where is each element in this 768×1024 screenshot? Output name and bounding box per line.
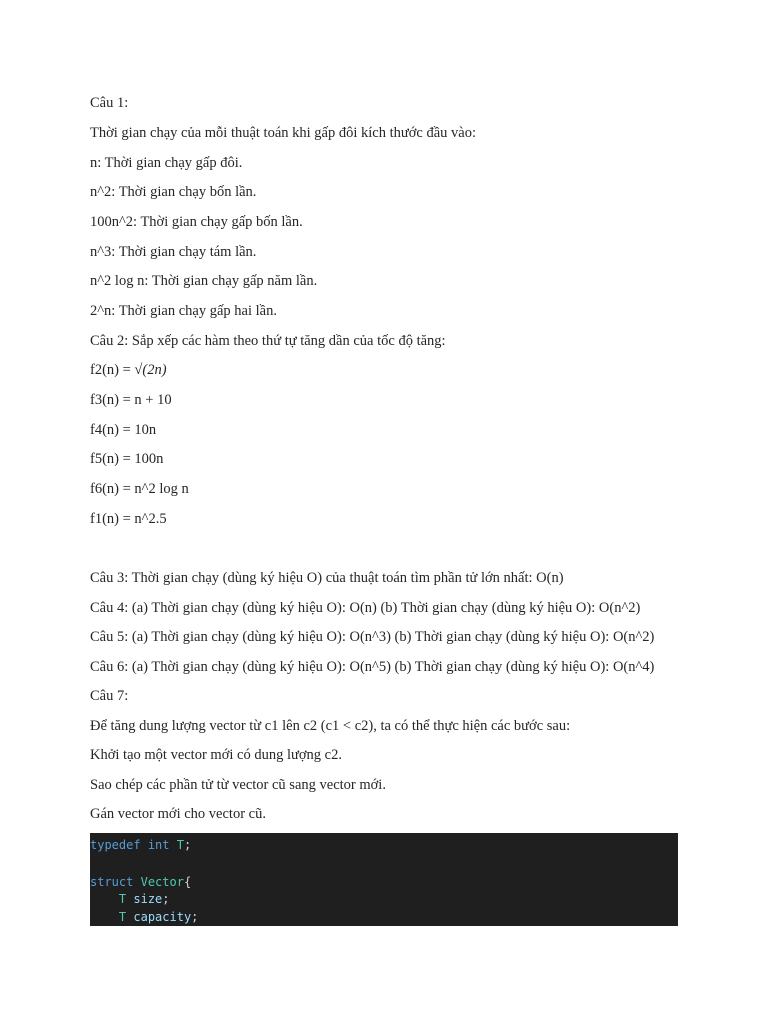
code-semicolon: ;	[162, 892, 170, 906]
question-7-step-3: Gán vector mới cho vector cũ.	[90, 806, 266, 822]
question-5-answer: Câu 5: (a) Thời gian chạy (dùng ký hiệu O): O(n^3) (b) Thời gian chạy (dùng ký hiệu O): O(n^2)	[90, 629, 655, 645]
answer-line-n: n: Thời gian chạy gấp đôi.	[90, 155, 243, 171]
code-keyword-typedef: typedef	[90, 838, 141, 852]
code-line-capacity	[90, 909, 198, 925]
code-type-T: T	[118, 892, 127, 906]
question-4-answer: Câu 4: (a) Thời gian chạy (dùng ký hiệu O): O(n) (b) Thời gian chạy (dùng ký hiệu O): O(n^2)	[90, 600, 641, 616]
answer-line-100n2: 100n^2: Thời gian chạy gấp bốn lần.	[90, 214, 303, 230]
code-field-capacity: capacity	[133, 910, 192, 924]
code-semicolon: ;	[183, 838, 192, 852]
formula-f2-argument: (2n)	[142, 362, 167, 378]
code-keyword-struct: struct	[90, 875, 134, 889]
formula-f4: f4(n) = 10n	[90, 422, 157, 438]
question-7-step-1: Khởi tạo một vector mới có dung lượng c2.	[90, 747, 342, 763]
question-2-heading: Câu 2: Sắp xếp các hàm theo thứ tự tăng dần của tốc độ tăng:	[90, 333, 446, 349]
answer-line-n2logn: n^2 log n: Thời gian chạy gấp năm lần.	[90, 273, 318, 289]
formula-f1: f1(n) = n^2.5	[90, 511, 167, 527]
question-6-answer: Câu 6: (a) Thời gian chạy (dùng ký hiệu O): O(n^5) (b) Thời gian chạy (dùng ký hiệu O): O(n^4)	[90, 659, 655, 675]
question-1-intro: Thời gian chạy của mỗi thuật toán khi gấp đôi kích thước đầu vào:	[90, 125, 476, 141]
answer-line-n2: n^2: Thời gian chạy bốn lần.	[90, 184, 257, 200]
formula-f3: f3(n) = n + 10	[90, 392, 172, 408]
formula-f2	[90, 361, 167, 379]
code-brace-open: {	[183, 875, 192, 889]
code-semicolon: ;	[191, 910, 199, 924]
code-type-T: T	[176, 838, 184, 852]
code-line-typedef	[90, 837, 191, 853]
formula-f6: f6(n) = n^2 log n	[90, 481, 189, 497]
code-block	[90, 833, 678, 926]
code-keyword-int: int	[147, 838, 170, 852]
formula-f2-prefix: f2(n) = √	[90, 362, 143, 378]
code-line-size	[90, 891, 170, 907]
question-7-heading: Câu 7:	[90, 688, 129, 704]
code-type-vector: Vector	[140, 875, 184, 889]
answer-line-2n: 2^n: Thời gian chạy gấp hai lần.	[90, 303, 277, 319]
answer-line-n3: n^3: Thời gian chạy tám lần.	[90, 244, 257, 260]
question-7-step-2: Sao chép các phần tử từ vector cũ sang vector mới.	[90, 777, 386, 793]
code-line-struct	[90, 874, 191, 890]
question-3-answer: Câu 3: Thời gian chạy (dùng ký hiệu O) của thuật toán tìm phần tử lớn nhất: O(n)	[90, 570, 564, 586]
code-field-size: size	[133, 892, 163, 906]
question-1-heading: Câu 1:	[90, 95, 129, 111]
formula-f5: f5(n) = 100n	[90, 451, 164, 467]
question-7-intro: Để tăng dung lượng vector từ c1 lên c2 (c1 < c2), ta có thể thực hiện các bước sau:	[90, 718, 571, 734]
code-type-T: T	[118, 910, 127, 924]
